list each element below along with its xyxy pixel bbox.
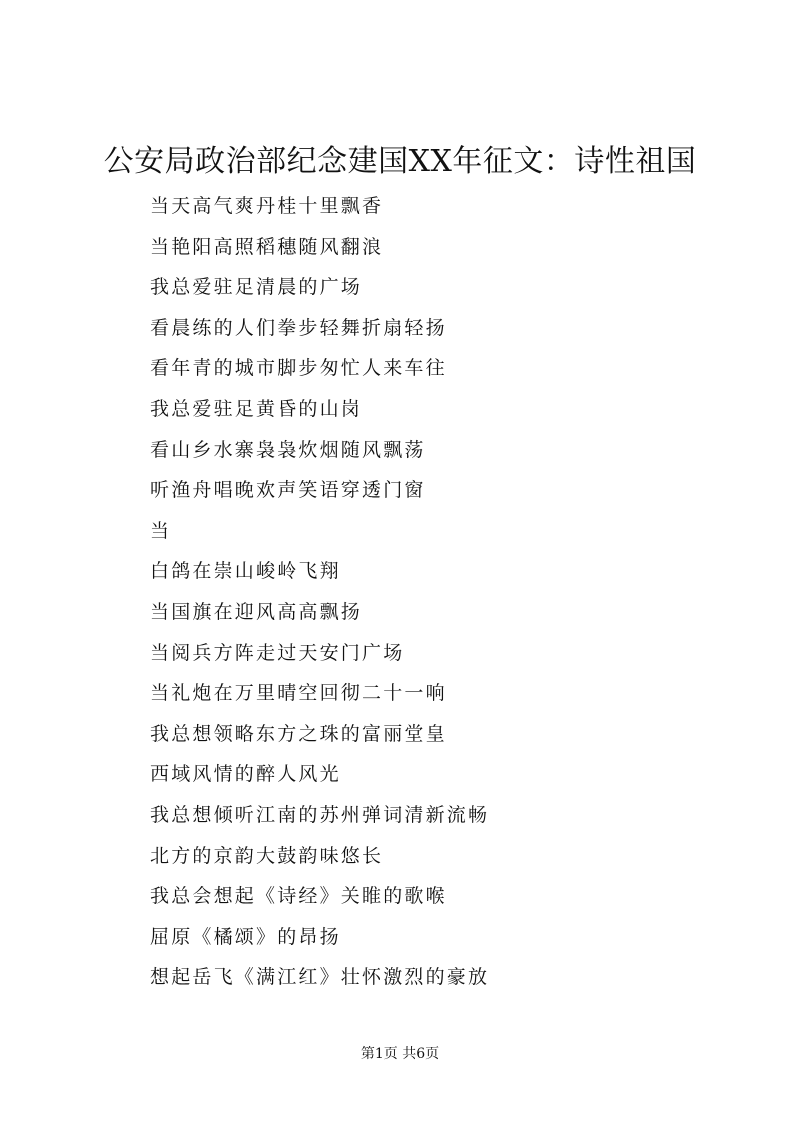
poem-line: 想起岳飞《满江红》壮怀激烈的豪放	[150, 966, 490, 989]
poem-line: 白鸽在崇山峻岭飞翔	[150, 560, 341, 583]
poem-line: 当国旗在迎风高高飘扬	[150, 600, 363, 623]
poem-line: 当	[150, 519, 172, 542]
poem-line: 当礼炮在万里晴空回彻二十一响	[150, 682, 447, 705]
poem-line: 当天高气爽丹桂十里飘香	[150, 195, 384, 217]
poem-line: 我总爱驻足黄昏的山岗	[150, 397, 363, 420]
poem-line: 北方的京韵大鼓韵味悠长	[150, 844, 384, 867]
page-footer: 第1页 共6页	[360, 1046, 440, 1062]
poem-line: 我总想领略东方之珠的富丽堂皇	[150, 722, 447, 745]
poem-line: 看晨练的人们拳步轻舞折扇轻扬	[150, 316, 447, 339]
poem-line: 听渔舟唱晚欢声笑语穿透门窗	[150, 479, 426, 502]
poem-line: 当艳阳高照稻穗随风翻浪	[150, 235, 384, 258]
poem-line: 屈原《橘颂》的昂扬	[150, 925, 341, 948]
poem-line: 我总会想起《诗经》关睢的歌喉	[150, 885, 447, 908]
poem-line: 我总爱驻足清晨的广场	[150, 276, 363, 299]
poem-line: 看年青的城市脚步匆忙人来车往	[150, 357, 447, 380]
poem-line: 当阅兵方阵走过天安门广场	[150, 641, 405, 664]
poem-line: 我总想倾听江南的苏州弹词清新流畅	[150, 803, 490, 826]
poem-line: 西域风情的醉人风光	[150, 763, 341, 786]
poem-body	[150, 186, 770, 998]
document-title: 公安局政治部纪念建国XX年征文：诗性祖国	[103, 144, 697, 179]
poem-line: 看山乡水寨袅袅炊烟随风飘荡	[150, 438, 426, 461]
